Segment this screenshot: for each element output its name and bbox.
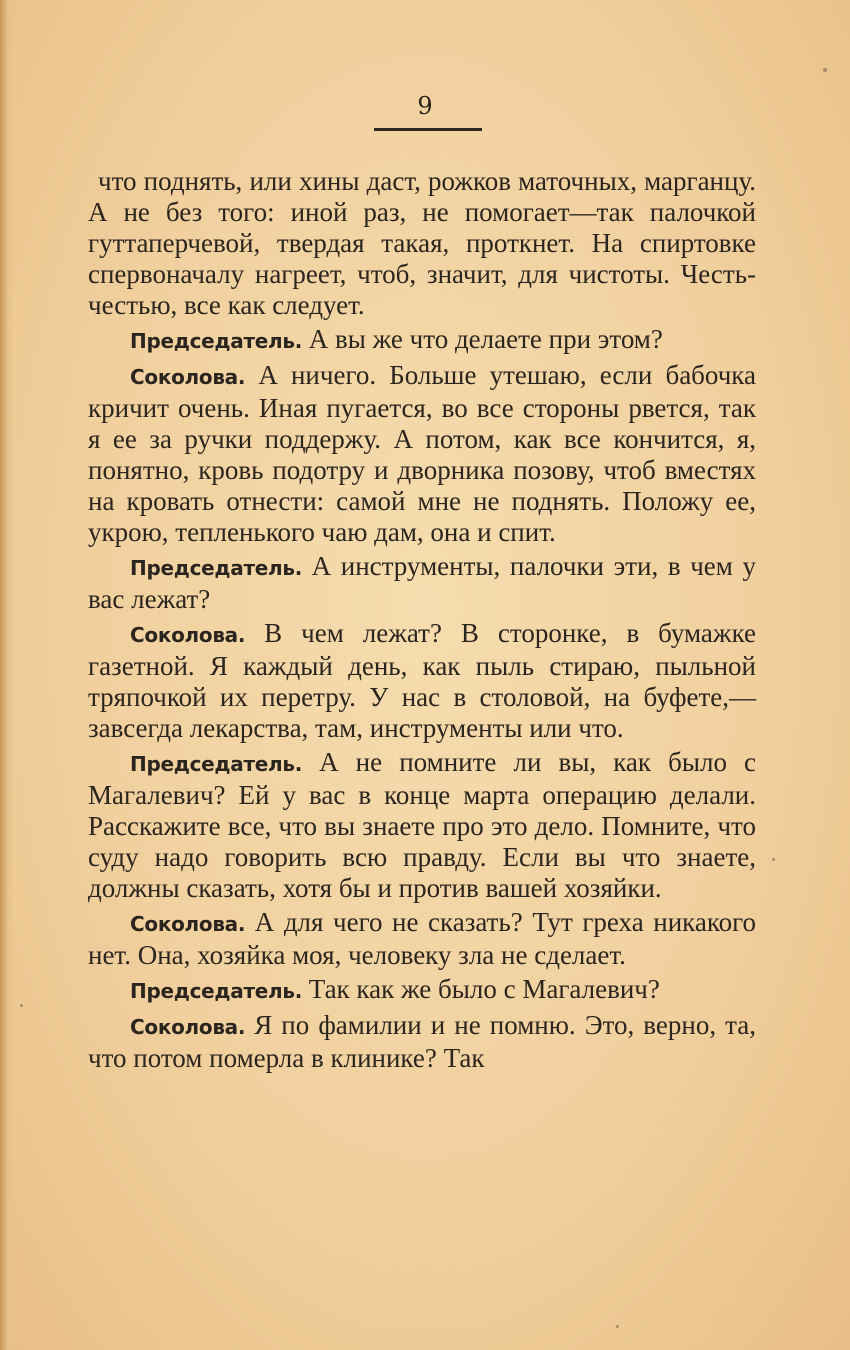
speaker-name: Председатель. <box>130 752 302 776</box>
paragraph <box>88 551 756 615</box>
page-number: 9 <box>417 92 433 120</box>
paragraph-text: А для чего не сказать? Тут греха никакого нет. Она, хозяйка моя, человеку зла не сделает. <box>88 907 756 970</box>
paragraph <box>88 360 756 548</box>
paragraph-text: В чем лежат? В сторонке, в бумажке газетной. Я каждый день, как пыль стираю, пыльной тряпочкой их перетру. У нас в столовой, на буфете,—завсегда лекарства, там, инструменты или что. <box>88 618 756 743</box>
header-rule <box>374 128 482 131</box>
paragraph-text: А вы же что делаете при этом? <box>308 324 663 354</box>
speaker-name: Председатель. <box>130 329 302 353</box>
paragraph-text: Так как же было с Магалевич? <box>308 974 660 1004</box>
paper-speck <box>20 1004 23 1007</box>
paragraph <box>88 747 756 904</box>
speaker-name: Председатель. <box>130 979 302 1003</box>
paragraph <box>88 974 756 1007</box>
paper-speck <box>772 858 775 861</box>
paragraph <box>88 907 756 971</box>
body-text <box>88 166 756 1074</box>
paragraph <box>88 166 756 321</box>
speaker-name: Председатель. <box>130 556 302 580</box>
paragraph-text: Я по фамилии и не помню. Это, верно, та, что потом померла в клинике? Так <box>88 1010 756 1073</box>
paragraph <box>88 324 756 357</box>
paper-speck <box>823 68 827 72</box>
paragraph-text: А не помните ли вы, как было с Магалевич? Ей у вас в конце марта операцию делали. Расскажите все, что вы знаете про это дело. Помните, что суду надо говорить всю правду. Если вы что знаете, должны сказать, хотя бы и против вашей хозяйки. <box>88 747 757 903</box>
paragraph-text: А ничего. Больше утешаю, если бабочка кричит очень. Иная пугается, во все стороны рвется, так я ее за ручки поддержу. А потом, как все кончится, я, понятно, кровь подотру и дворника позову, чтоб вместях на кровать отнести: самой мне не поднять. Положу ее, укрою, тепленького чаю дам, она и спит. <box>88 360 756 547</box>
speaker-name: Соколова. <box>130 365 246 389</box>
paragraph-text: А инструменты, палочки эти, в чем у вас лежат? <box>88 551 756 614</box>
page-binding-edge <box>0 0 14 1350</box>
speaker-name: Соколова. <box>130 1015 246 1039</box>
paper-speck <box>616 1325 619 1328</box>
speaker-name: Соколова. <box>130 912 246 936</box>
speaker-name: Соколова. <box>130 623 246 647</box>
paragraph-text: что поднять, или хины даст, рожков маточных, марганцу. А не без того: иной раз, не помогает—так палочкой гуттаперчевой, твердая такая, проткнет. На спиртовке спервоначалу нагреет, чтоб, значит, для чистоты. Честь-честью, все как следует. <box>88 166 756 320</box>
paragraph <box>88 618 756 744</box>
paragraph <box>88 1010 756 1074</box>
